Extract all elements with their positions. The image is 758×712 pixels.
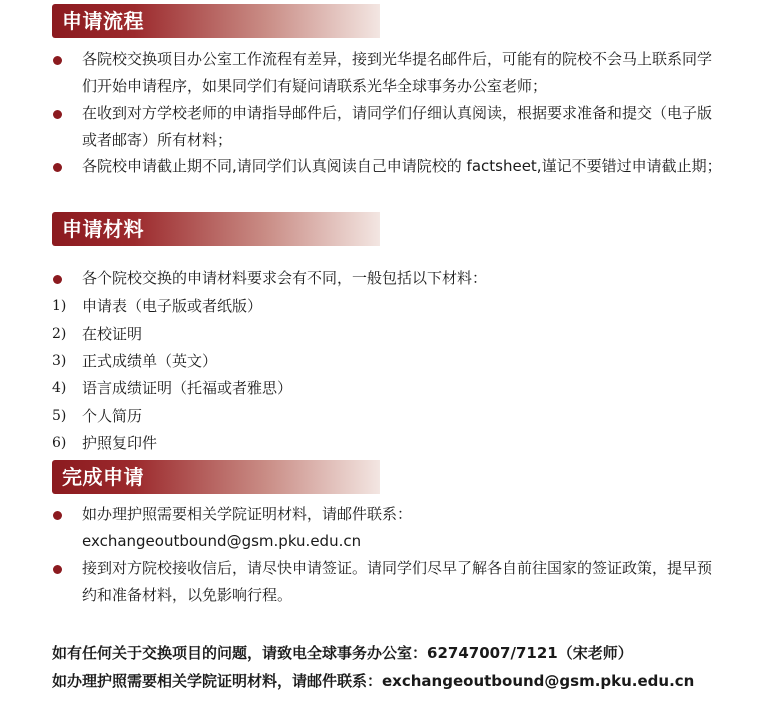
complete-item-1-line1: 如办理护照需要相关学院证明材料，请邮件联系： <box>82 505 413 523</box>
list-number: 1) <box>52 298 67 314</box>
section-header-materials <box>52 212 380 246</box>
bullet-icon <box>53 56 62 65</box>
section-title-process: 申请流程 <box>62 9 144 33</box>
list-number: 4) <box>52 380 67 396</box>
contact-email[interactable]: exchangeoutbound@gsm.pku.edu.cn <box>82 532 362 550</box>
materials-list-item: 护照复印件 <box>82 434 158 452</box>
section-title-materials: 申请材料 <box>62 217 144 241</box>
materials-list-item: 语言成绩证明（托福或者雅思） <box>82 379 293 397</box>
bullet-icon <box>53 275 62 284</box>
bullet-icon <box>53 511 62 520</box>
bullet-icon <box>53 110 62 119</box>
section-header-complete <box>52 460 380 494</box>
list-number: 5) <box>52 408 67 424</box>
section-title-complete: 完成申请 <box>62 465 144 489</box>
materials-intro: 各个院校交换的申请材料要求会有不同，一般包括以下材料： <box>82 269 488 287</box>
list-number: 3) <box>52 353 67 369</box>
process-item-2: 在收到对方学校老师的申请指导邮件后，请同学们仔细认真阅读，根据要求准备和提交（电子版或者邮寄）所有材料； <box>82 104 713 149</box>
materials-list-item: 个人简历 <box>82 407 143 425</box>
process-item-1: 各院校交换项目办公室工作流程有差异，接到光华提名邮件后，可能有的院校不会马上联系同学们开始申请程序，如果同学们有疑问请联系光华全球事务办公室老师； <box>82 50 713 95</box>
materials-list-item: 在校证明 <box>82 325 143 343</box>
materials-list-item: 申请表（电子版或者纸版） <box>82 297 263 315</box>
list-number: 2) <box>52 326 67 342</box>
list-number: 6) <box>52 435 67 451</box>
complete-item-2: 接到对方院校接收信后，请尽快申请签证。请同学们尽早了解各自前往国家的签证政策，提早预约和准备材料，以免影响行程。 <box>82 559 713 604</box>
materials-list-item: 正式成绩单（英文） <box>82 352 218 370</box>
bullet-icon <box>53 163 62 172</box>
footer-phone-line: 如有任何关于交换项目的问题，请致电全球事务办公室：62747007/7121（宋老师） <box>52 644 633 662</box>
section-header-process <box>52 4 380 38</box>
bullet-icon <box>53 565 62 574</box>
process-item-3: 各院校申请截止期不同,请同学们认真阅读自己申请院校的 factsheet,谨记不要错过申请截止期； <box>82 157 722 175</box>
footer-email-line: 如办理护照需要相关学院证明材料，请邮件联系：exchangeoutbound@gsm.pku.edu.cn <box>52 672 695 690</box>
